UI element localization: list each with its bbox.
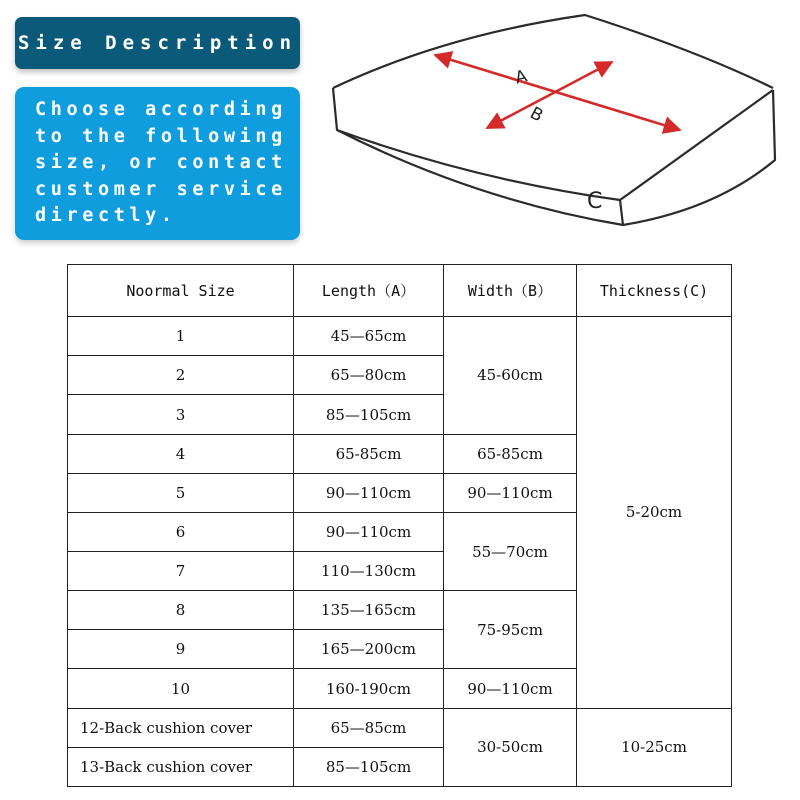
width-cell: 90—110cm bbox=[444, 473, 577, 512]
width-cell: 30-50cm bbox=[444, 708, 577, 786]
size-cell: 5 bbox=[68, 473, 294, 512]
header-thickness: Thickness(C) bbox=[577, 265, 732, 317]
size-cell: 2 bbox=[68, 356, 294, 395]
header-width: Width（B） bbox=[444, 265, 577, 317]
size-cell: 13-Back cushion cover bbox=[68, 747, 294, 786]
length-cell: 165—200cm bbox=[294, 630, 444, 669]
size-description-title: Size Description bbox=[17, 32, 298, 54]
size-cell: 3 bbox=[68, 395, 294, 434]
thickness-cell: 10-25cm bbox=[577, 708, 732, 786]
size-cell: 10 bbox=[68, 669, 294, 708]
cushion-outline bbox=[333, 15, 775, 225]
size-cell: 6 bbox=[68, 512, 294, 551]
width-cell: 55—70cm bbox=[444, 512, 577, 590]
size-description-banner bbox=[15, 17, 300, 69]
table-header-row bbox=[68, 265, 732, 317]
length-cell: 65—80cm bbox=[294, 356, 444, 395]
length-cell: 90—110cm bbox=[294, 473, 444, 512]
length-cell: 65-85cm bbox=[294, 434, 444, 473]
table-row bbox=[68, 317, 732, 356]
instruction-text: Choose according to the following size, or contact customer service directly. bbox=[35, 99, 287, 226]
length-cell: 135—165cm bbox=[294, 591, 444, 630]
width-cell: 45-60cm bbox=[444, 317, 577, 434]
size-cell: 9 bbox=[68, 630, 294, 669]
dimension-a-arrow bbox=[435, 55, 680, 130]
thickness-cell: 5-20cm bbox=[577, 317, 732, 708]
size-table bbox=[67, 264, 732, 787]
dimension-b-arrow bbox=[487, 62, 612, 128]
length-cell: 160-190cm bbox=[294, 669, 444, 708]
length-cell: 65—85cm bbox=[294, 708, 444, 747]
size-cell: 4 bbox=[68, 434, 294, 473]
size-cell: 1 bbox=[68, 317, 294, 356]
width-cell: 65-85cm bbox=[444, 434, 577, 473]
length-cell: 85—105cm bbox=[294, 747, 444, 786]
header-length: Length（A） bbox=[294, 265, 444, 317]
cushion-dimension-diagram bbox=[325, 10, 795, 240]
size-cell: 7 bbox=[68, 552, 294, 591]
length-cell: 90—110cm bbox=[294, 512, 444, 551]
size-cell: 12-Back cushion cover bbox=[68, 708, 294, 747]
width-cell: 75-95cm bbox=[444, 591, 577, 669]
dimension-b-label: B bbox=[526, 103, 547, 127]
size-cell: 8 bbox=[68, 591, 294, 630]
width-cell: 90—110cm bbox=[444, 669, 577, 708]
table-row bbox=[68, 708, 732, 747]
dimension-a-label: A bbox=[513, 66, 530, 89]
header-normal-size: Noormal Size bbox=[68, 265, 294, 317]
dimension-c-label: C bbox=[587, 189, 603, 214]
instruction-box bbox=[15, 87, 300, 240]
length-cell: 110—130cm bbox=[294, 552, 444, 591]
length-cell: 85—105cm bbox=[294, 395, 444, 434]
length-cell: 45—65cm bbox=[294, 317, 444, 356]
